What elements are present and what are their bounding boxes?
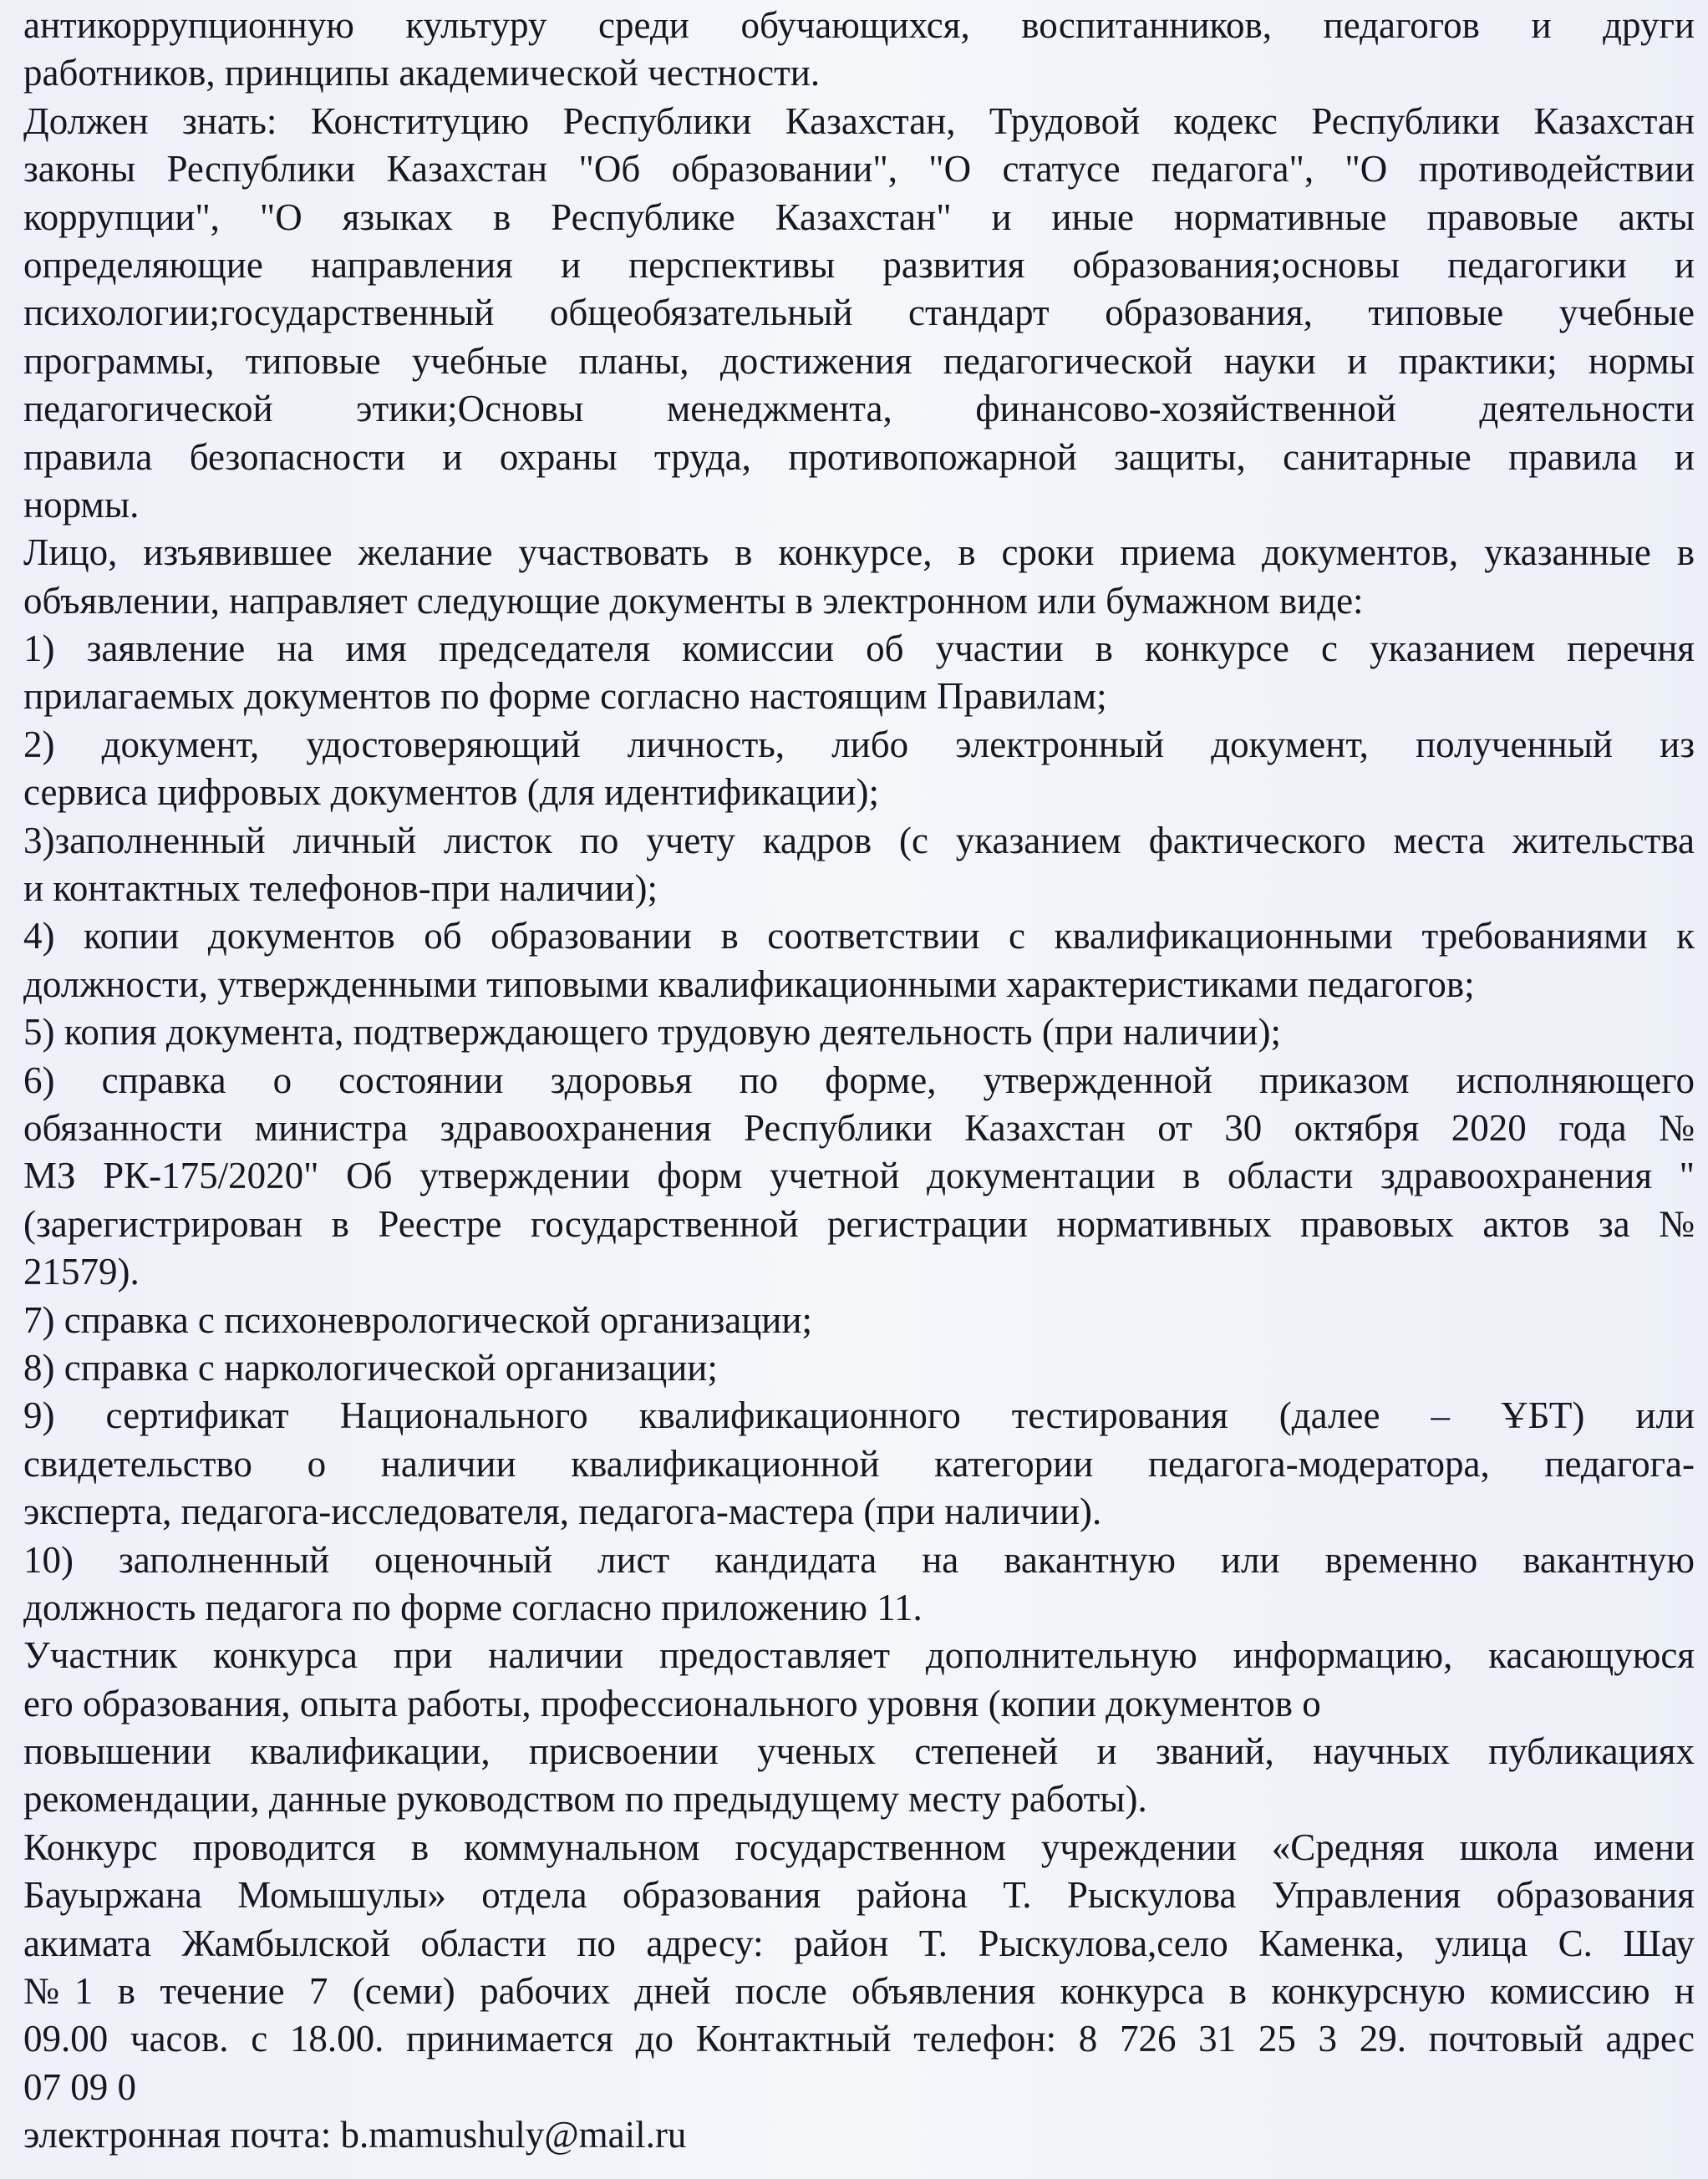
text-line: МЗ РК-175/2020" Об утверждении форм учетной документации в области здравоохранения "	[23, 1155, 1695, 1197]
document-page	[23, 2, 1695, 2160]
text-line: Лицо, изъявившее желание участвовать в конкурсе, в сроки приема документов, указанные в	[23, 531, 1695, 574]
text-line: 4) копии документов об образовании в соответствии с квалификационными требованиями к	[23, 915, 1695, 957]
text-line: обязанности министра здравоохранения Республики Казахстан от 30 октября 2020 года №	[23, 1106, 1695, 1149]
text-line: 3)заполненный личный листок по учету кадров (с указанием фактического места жительства	[23, 819, 1695, 861]
text-line: работников, принципы академической честности.	[23, 52, 821, 94]
text-line: акимата Жамбылской области по адресу: район Т. Рыскулова,село Каменка, улица С. Шау	[23, 1922, 1695, 1964]
text-line: программы, типовые учебные планы, достижения педагогической науки и практики; нормы	[23, 339, 1695, 382]
text-line: антикоррупционную культуру среди обучающихся, воспитанников, педагогов и други	[23, 4, 1695, 46]
text-line: рекомендации, данные руководством по предыдущему месту работы).	[23, 1778, 1147, 1821]
text-line: 5) копия документа, подтверждающего трудовую деятельность (при наличии);	[23, 1011, 1281, 1054]
text-line: 21579).	[23, 1251, 140, 1293]
text-line: и контактных телефонов-при наличии);	[23, 867, 658, 910]
text-line: свидетельство о наличии квалификационной категории педагога-модератора, педагога-	[23, 1442, 1695, 1485]
text-line: 09.00 часов. с 18.00. принимается до Контактный телефон: 8 726 31 25 3 29. почтовый адрес	[23, 2018, 1695, 2060]
text-line: должность педагога по форме согласно приложению 11.	[23, 1586, 923, 1628]
text-line: электронная почта: b.mamushuly@mail.ru	[23, 2114, 687, 2156]
text-line: Конкурс проводится в коммунальном государственном учреждении «Средняя школа имени	[23, 1826, 1695, 1868]
text-line: 10) заполненный оценочный лист кандидата на вакантную или временно вакантную	[23, 1538, 1695, 1581]
text-line: 07 09 0	[23, 2065, 136, 2108]
text-line: Должен знать: Конституцию Республики Казахстан, Трудовой кодекс Республики Казахстан	[23, 99, 1695, 142]
text-line: Участник конкурса при наличии предоставляет дополнительную информацию, касающуюся	[23, 1634, 1695, 1677]
text-line: прилагаемых документов по форме согласно настоящим Правилам;	[23, 675, 1107, 718]
text-line: 1) заявление на имя председателя комиссии об участии в конкурсе с указанием перечня	[23, 627, 1695, 670]
text-line: повышении квалификации, присвоении ученых степеней и званий, научных публикациях	[23, 1730, 1695, 1773]
text-line: 8) справка с наркологической организации;	[23, 1346, 718, 1389]
text-line: 9) сертификат Национального квалификационного тестирования (далее – ҰБТ) или	[23, 1394, 1695, 1437]
text-line: эксперта, педагога-исследователя, педагога-мастера (при наличии).	[23, 1491, 1102, 1533]
text-line: должности, утвержденными типовыми квалификационными характеристиками педагогов;	[23, 963, 1475, 1005]
text-line: 7) справка с психоневрологической организации;	[23, 1298, 812, 1341]
text-line: коррупции", "О языках в Республике Казахстан" и иные нормативные правовые акты	[23, 196, 1695, 238]
text-line: его образования, опыта работы, профессионального уровня (копии документов о	[23, 1682, 1321, 1724]
text-line: педагогической этики;Основы менеджмента, финансово-хозяйственной деятельности	[23, 388, 1695, 430]
text-line: нормы.	[23, 483, 140, 526]
text-line: правила безопасности и охраны труда, противопожарной защиты, санитарные правила и	[23, 435, 1695, 478]
text-line: 6) справка о состоянии здоровья по форме, утвержденной приказом исполняющего	[23, 1059, 1695, 1101]
text-line: объявлении, направляет следующие документы в электронном или бумажном виде:	[23, 579, 1364, 622]
text-line: сервиса цифровых документов (для идентификации);	[23, 771, 879, 814]
text-line: определяющие направления и перспективы развития образования;основы педагогики и	[23, 243, 1695, 286]
text-line: 2) документ, удостоверяющий личность, либо электронный документ, полученный из	[23, 723, 1695, 765]
text-line: законы Республики Казахстан "Об образовании", "О статусе педагога", "О противодействии	[23, 148, 1695, 190]
text-line: №1 в течение 7 (семи) рабочих дней после объявления конкурса в конкурсную комиссию н	[23, 1970, 1695, 2013]
text-line: психологии;государственный общеобязательный стандарт образования, типовые учебные	[23, 292, 1695, 334]
text-line: Бауыржана Момышулы» отдела образования района Т. Рыскулова Управления образования	[23, 1874, 1695, 1917]
text-line: (зарегистрирован в Реестре государственной регистрации нормативных правовых актов за №	[23, 1202, 1695, 1245]
